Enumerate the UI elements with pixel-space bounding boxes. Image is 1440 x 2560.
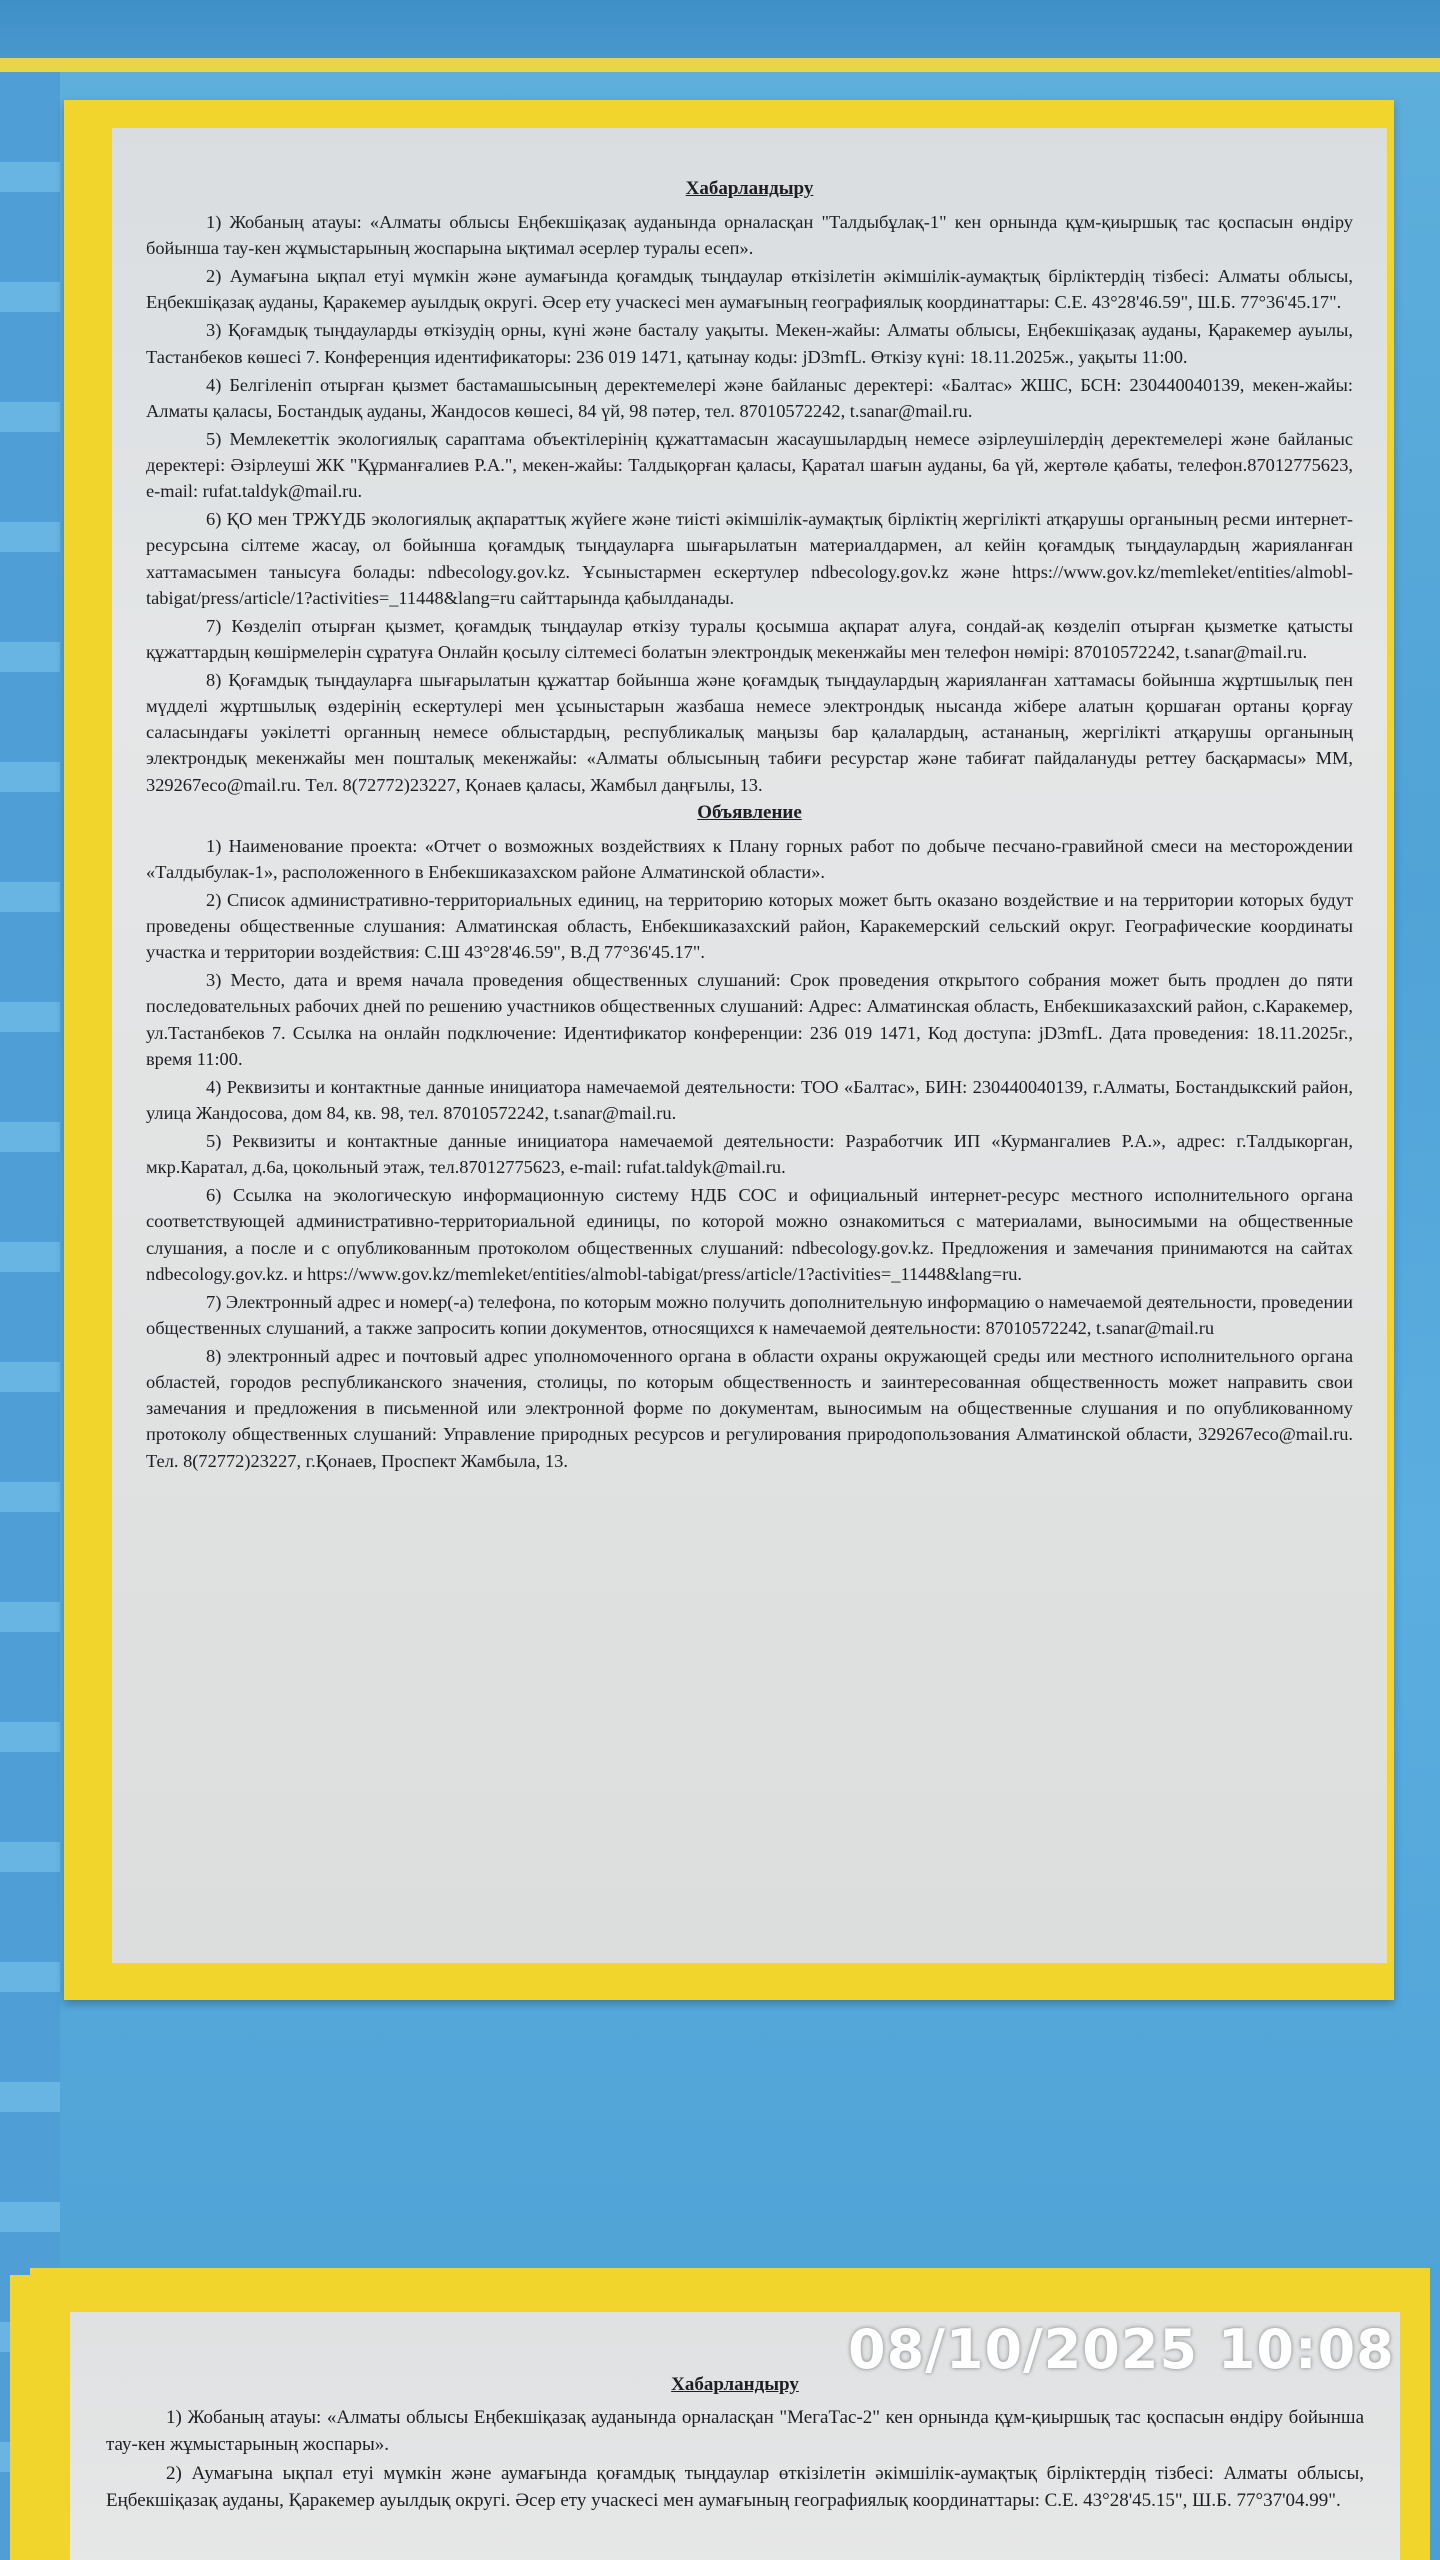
ru-paragraph: 5) Реквизиты и контактные данные инициатора намечаемой деятельности: Разработчик ИП «Курмангалиев Р.А.», адрес: г.Талдыкорган, мкр.Каратал, д.6а, цокольный этаж, тел.87012775623, e-mail: rufat.taldyk@mail.ru. bbox=[146, 1131, 1353, 1178]
ru-paragraph: 7) Электронный адрес и номер(-а) телефона, по которым можно получить дополнительную информацию о намечаемой деятельности, проведении общественных слушаний, а также запросить копии документов, относящихся к намечаемой деятельности: 87010572242, t.sanar@mail.ru bbox=[146, 1291, 1353, 1338]
kz-paragraph: 8) Қоғамдық тыңдауларға шығарылатын құжаттар бойынша және қоғамдық тыңдаулардың жарияланған хаттамасы бойынша жұртшылық пен мүдделі жұртшылық өздерінің ескертулері мен ұсыныстарын жазбаша немесе электрондық нысанда жібере алатын қоршаған ортаны қорғау саласындағы уәкілетті органның немесе облыстардың, республикалық маңызы бар қалалардың, астананың, жергілікті атқарушы органының электрондық мекенжайы мен пошталық мекенжайы: «Алматы облысының табиғи ресурстар және табиғат пайдалануды реттеу басқармасы» ММ, 329267eco@mail.ru. Тел. 8(72772)23227, Қонаев қаласы, Жамбыл даңғылы, 13. bbox=[146, 670, 1353, 795]
kz-paragraph: 4) Белгіленіп отырған қызмет бастамашысының деректемелері және байланыс деректері: «Балтас» ЖШС, БСН: 230440040139, мекен-жайы: Алматы қаласы, Бостандық ауданы, Жандосов көшесі, 84 үй, 98 пәтер, тел. 87010572242, t.sanar@mail.ru. bbox=[146, 374, 1353, 421]
ru-paragraph: 6) Ссылка на экологическую информационную систему НДБ СОС и официальный интернет-ресурс местного исполнительного органа соответствующей административно-территориальной единицы, по которой можно ознакомиться с материалами, выносимыми на общественные слушания, а после и с опубликованным протоколом общественных слушаний: ndbecology.gov.kz. Предложения и замечания принимаются на сайтах ndbecology.gov.kz. и https://www.gov.kz/memleket/entities/almobl-tabigat/press/article/1?activities=_11448&lang=ru. bbox=[146, 1185, 1353, 1284]
kz-title-2: Хабарландыру bbox=[671, 2374, 799, 2395]
ru-paragraph: 3) Место, дата и время начала проведения общественных слушаний: Срок проведения открытого собрания может быть продлен до пяти последовательных рабочих дней по решению участников общественных слушаний: Адрес: Алматинская область, Енбекшиказахский район, с.Каракемер, ул.Тастанбеков 7. Ссылка на онлайн подключение: Идентификатор конференции: 236 019 1471, Код доступа: jD3mfL. Дата проведения: 18.11.2025г., время 11:00. bbox=[146, 970, 1353, 1069]
kz-paragraph-2: 2) Аумағына ықпал етуі мүмкін және аумағында қоғамдық тыңдаулар өткізілетін әкімшілік-аумақтық бірліктердің тізбесі: Алматы облысы, Еңбекшіқазақ ауданы, Қаракемер ауылдық округі. Әсер ету учаскесі мен аумағының географиялық координаттары: С.Е. 43°28'45.15", Ш.Б. 77°37'04.99". bbox=[106, 2462, 1364, 2511]
notice-paper bbox=[112, 128, 1387, 1963]
kz-paragraph: 5) Мемлекеттік экологиялық сараптама объектілерінің құжаттамасын жасаушылардың немесе әзірлеушілердің деректемелері және байланыс деректері: Әзірлеуші ЖК "Құрманғалиев Р.А.", мекен-жайы: Талдықорған қаласы, Қаратал шағын ауданы, 6а үй, жертөле қабаты, телефон.87012775623, e-mail: rufat.taldyk@mail.ru. bbox=[146, 428, 1353, 502]
kz-paragraph: 2) Аумағына ықпал етуі мүмкін және аумағында қоғамдық тыңдаулар өткізілетін әкімшілік-аумақтық бірліктердің тізбесі: Алматы облысы, Еңбекшіқазақ ауданы, Қаракемер ауылдық округі. Әсер ету учаскесі мен аумағының географиялық координаттары: С.Е. 43°28'46.59", Ш.Б. 77°36'45.17". bbox=[146, 266, 1353, 313]
kz-paragraph: 1) Жобаның атауы: «Алматы облысы Еңбекшіқазақ ауданында орналасқан "Талдыбұлақ-1" кен орнында құм-қиыршық тас қоспасын өндіру бойынша тау-кен жұмыстарының жоспарына ықтимал әсерлер туралы есеп». bbox=[146, 211, 1353, 259]
kz-paragraph: 7) Көзделіп отырған қызмет, қоғамдық тыңдаулар өткізу туралы қосымша ақпарат алуға, сондай-ақ көзделіп отырған қызметке қатысты құжаттардың көшірмелерін сұратуға Онлайн қосылу сілтемесі болатын электрондық мекенжайы мен телефон нөмірі: 87010572242, t.sanar@mail.ru. bbox=[146, 615, 1353, 662]
kz-title: Хабарландыру bbox=[685, 178, 814, 199]
kz-paragraph-2: 1) Жобаның атауы: «Алматы облысы Еңбекшіқазақ ауданында орналасқан "МегаТас-2" кен орнында құм-қиыршық тас қоспасын өндіру бойынша тау-кен жұмыстарының жоспары». bbox=[106, 2406, 1364, 2455]
board-rail bbox=[0, 58, 1440, 72]
photo-timestamp: 08/10/2025 10:08 bbox=[848, 2318, 1395, 2381]
ru-title: Объявление bbox=[697, 801, 802, 823]
kz-paragraph: 3) Қоғамдық тыңдауларды өткізудің орны, күні және басталу уақыты. Мекен-жайы: Алматы облысы, Еңбекшіқазақ ауданы, Қаракемер ауылы, Тастанбеков көшесі 7. Конференция идентификаторы: 236 019 1471, қатынау коды: jD3mfL. Өткізу күні: 18.11.2025ж., уақыты 11:00. bbox=[146, 320, 1353, 367]
ru-paragraph: 2) Список административно-территориальных единиц, на территорию которых может быть оказано воздействие и на территории которых будут проведены общественные слушания: Алматинская область, Енбекшиказахский район, Каракемерский сельский округ. Географические координаты участка и территории воздействия: С.Ш 43°28'46.59", В.Д 77°36'45.17". bbox=[146, 889, 1353, 963]
kz-paragraph: 6) ҚО мен ТРЖҮДБ экологиялық ақпараттық жүйеге және тиісті әкімшілік-аумақтық бірліктің жергілікті атқарушы органының ресми интернет-ресурсына сілтеме жасау, ол бойынша қоғамдық тыңдауларға шығарылатын материалдармен, ал кейін қоғамдық тыңдаулардың жарияланған хаттамасымен танысуға болады: ndbecology.gov.kz. Ұсыныстармен ескертулер ndbecology.gov.kz және https://www.gov.kz/memleket/entities/almobl-tabigat/press/article/1?activities=_11448&lang=ru сайттарында қабылданады. bbox=[146, 509, 1353, 608]
ru-paragraph: 8) электронный адрес и почтовый адрес уполномоченного органа в области охраны окружающей среды или местного исполнительного органа областей, городов республиканского значения, столицы, по которым общественность и заинтересованная общественность может направить свои замечания и предложения в письменной или электронной форме по документам, выносимым на общественные слушания и по опубликованному протоколу общественных слушаний: Управление природных ресурсов и регулирования природопользования Алматинской области, 329267eco@mail.ru. Тел. 8(72772)23227, г.Қонаев, Проспект Жамбыла, 13. bbox=[146, 1346, 1353, 1471]
ru-paragraph: 4) Реквизиты и контактные данные инициатора намечаемой деятельности: ТОО «Балтас», БИН: 230440040139, г.Алматы, Бостандыкский район, улица Жандосова, дом 84, кв. 98, тел. 87010572242, t.sanar@mail.ru. bbox=[146, 1076, 1353, 1123]
ru-paragraph: 1) Наименование проекта: «Отчет о возможных воздействиях к Плану горных работ по добыче песчано-гравийной смеси на месторождении «Талдыбулак-1», расположенного в Енбекшиказахском районе Алматинской области». bbox=[146, 835, 1353, 882]
left-decor-strip bbox=[0, 72, 60, 2560]
